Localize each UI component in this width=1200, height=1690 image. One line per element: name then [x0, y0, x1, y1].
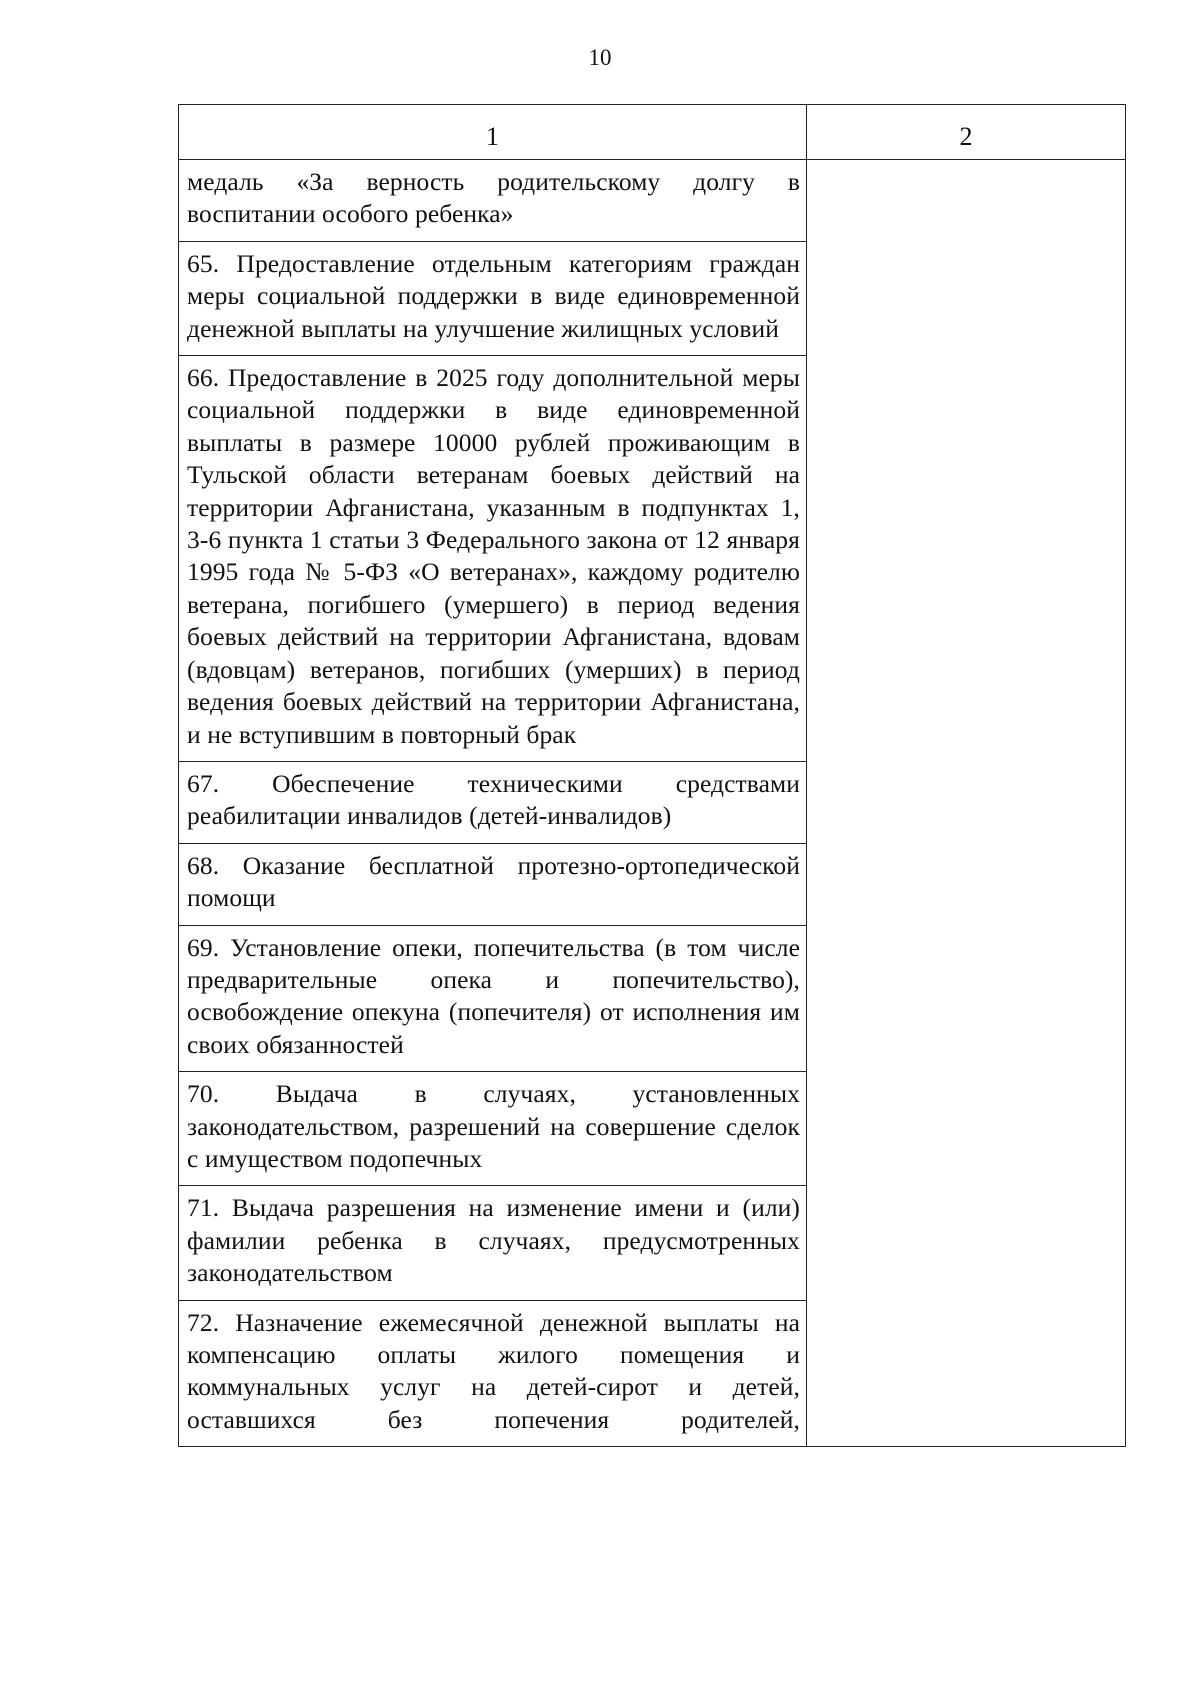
column-header-1: 1 [179, 105, 807, 160]
table-cell-service: 71. Выдача разрешения на изменение имени и (или) фамилии ребенка в случаях, предусмотренных законодательством [179, 1186, 807, 1300]
table-cell-service: 68. Оказание бесплатной протезно-ортопедической помощи [179, 843, 807, 925]
table-header-row [179, 105, 1126, 160]
services-table [178, 104, 1126, 1447]
table-cell-service: медаль «За верность родительскому долгу в воспитании особого ребенка» [179, 160, 807, 242]
table-cell-service: 66. Предоставление в 2025 году дополнительной меры социальной поддержки в виде единовременной выплаты в размере 10000 рублей проживающим в Тульской области ветеранам боевых действий на территории Афганистана, указанным в подпунктах 1, 3-6 пункта 1 статьи 3 Федерального закона от 12 января 1995 года № 5-ФЗ «О ветеранах», каждому родителю ветерана, погибшего (умершего) в период ведения боевых действий на территории Афганистана, вдовам (вдовцам) ветеранов, погибших (умерших) в период ведения боевых действий на территории Афганистана, и не вступившим в повторный брак [179, 356, 807, 762]
table-row [179, 160, 1126, 242]
table-cell-service: 70. Выдача в случаях, установленных законодательством, разрешений на совершение сделок с имуществом подопечных [179, 1072, 807, 1186]
table-cell-service: 69. Установление опеки, попечительства (в том числе предварительные опека и попечительство), освобождение опекуна (попечителя) от исполнения им своих обязанностей [179, 925, 807, 1072]
page-number: 10 [588, 45, 612, 70]
table-cell-service: 72. Назначение ежемесячной денежной выплаты на компенсацию оплаты жилого помещения и коммунальных услуг на детей-сирот и детей, оставшихся без попечения родителей, [179, 1300, 807, 1447]
column-header-2: 2 [807, 105, 1126, 160]
table-cell-service: 67. Обеспечение техническими средствами реабилитации инвалидов (детей-инвалидов) [179, 761, 807, 843]
table-cell-column-2 [807, 160, 1126, 1447]
table-cell-service: 65. Предоставление отдельным категориям граждан меры социальной поддержки в виде единовременной денежной выплаты на улучшение жилищных условий [179, 241, 807, 355]
